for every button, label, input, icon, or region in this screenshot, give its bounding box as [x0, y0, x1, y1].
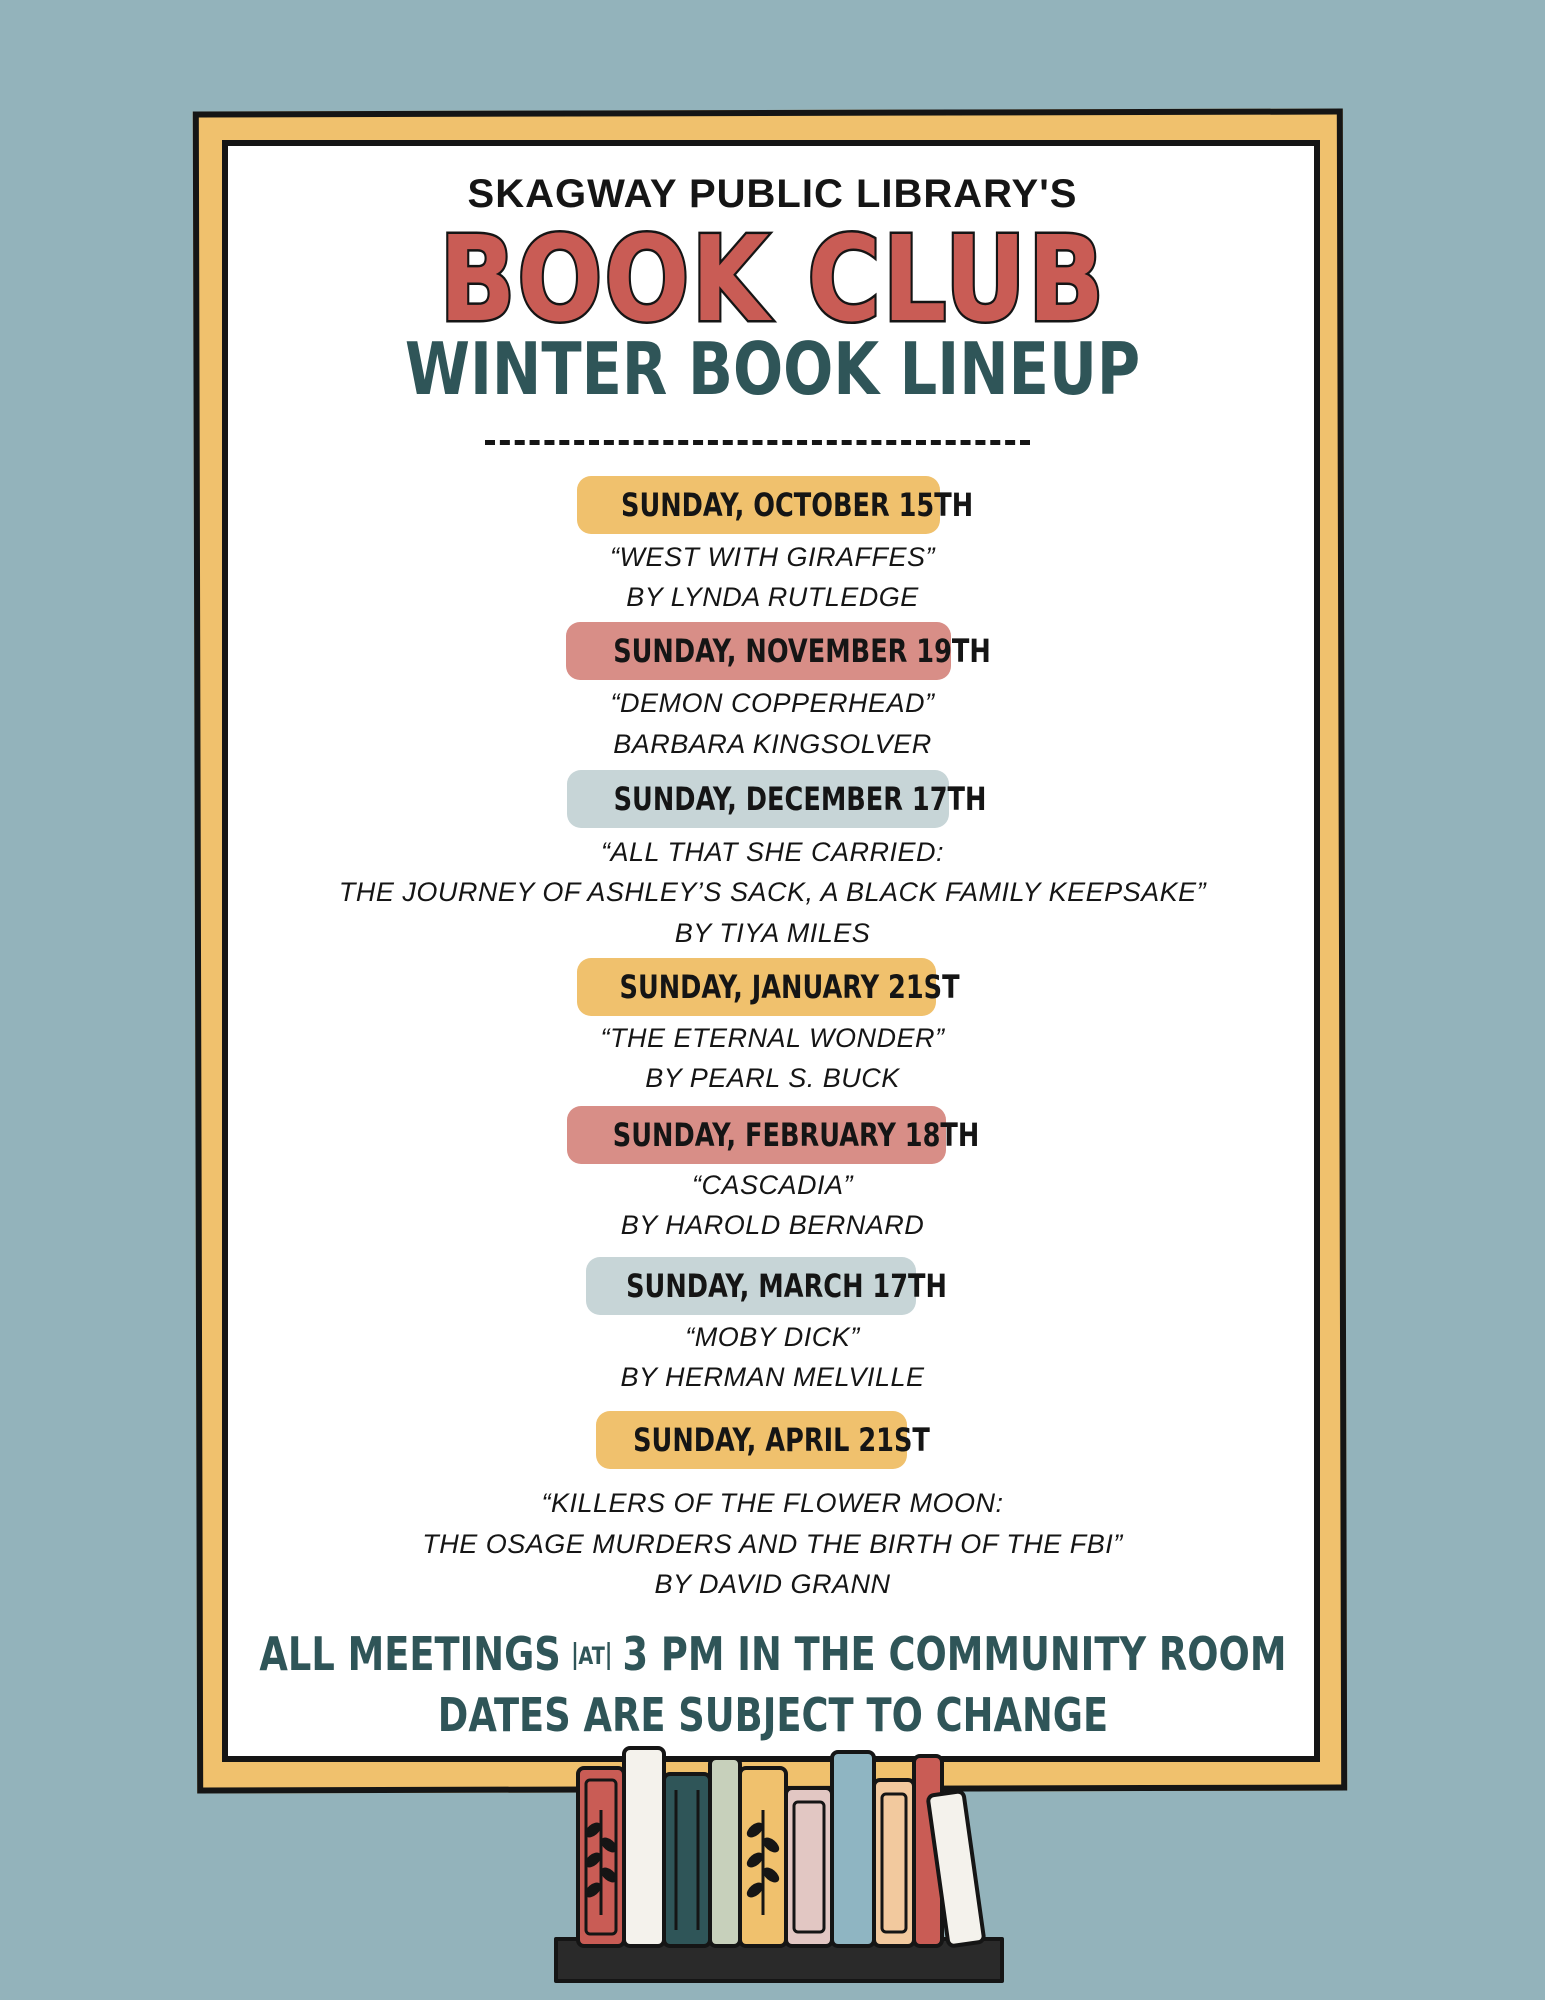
book-spine — [832, 1752, 874, 1946]
event-book-title: “KILLERS OF THE FLOWER MOON: — [541, 1488, 1004, 1518]
event-date-pill: SUNDAY, JANUARY 21ST — [577, 958, 936, 1016]
book-spine — [624, 1748, 664, 1946]
event-book-title: “CASCADIA” — [691, 1170, 853, 1200]
event-book-title: “THE ETERNAL WONDER” — [600, 1023, 945, 1053]
bookshelf-icon — [540, 1740, 1020, 1990]
event-book-title: “WEST WITH GIRAFFES” — [610, 542, 935, 572]
page-subtitle: WINTER BOOK LINEUP — [404, 327, 1141, 411]
event-book-title: “MOBY DICK” — [685, 1322, 860, 1352]
event-date-pill: SUNDAY, APRIL 21ST — [596, 1411, 907, 1469]
event-book-author: BY LYNDA RUTLEDGE — [626, 582, 919, 612]
event-book-author: BY TIYA MILES — [674, 918, 871, 948]
event-book-title: “ALL THAT SHE CARRIED: — [600, 837, 945, 867]
change-notice: DATES ARE SUBJECT TO CHANGE — [437, 1688, 1108, 1742]
book-spine — [664, 1774, 710, 1946]
meeting-info-post: 3 PM IN THE COMMUNITY ROOM — [622, 1627, 1287, 1681]
book-spine — [710, 1758, 740, 1946]
event-date-pill: SUNDAY, DECEMBER 17TH — [567, 770, 949, 828]
event-book-title: “DEMON COPPERHEAD” — [610, 688, 935, 718]
meeting-info — [0, 1627, 1545, 1681]
library-name: SKAGWAY PUBLIC LIBRARY'S — [467, 172, 1078, 216]
event-book-author: BY PEARL S. BUCK — [645, 1063, 900, 1093]
event-date-pill: SUNDAY, OCTOBER 15TH — [577, 476, 940, 534]
event-book-author: BY DAVID GRANN — [654, 1569, 891, 1599]
event-book-author: BY HERMAN MELVILLE — [620, 1362, 925, 1392]
event-book-author: BARBARA KINGSOLVER — [613, 729, 932, 759]
event-date-pill: SUNDAY, FEBRUARY 18TH — [567, 1106, 946, 1164]
event-date-pill: SUNDAY, NOVEMBER 19TH — [566, 622, 951, 680]
event-book-author: BY HAROLD BERNARD — [620, 1210, 925, 1240]
page-title: BOOK CLUB — [439, 210, 1106, 348]
dashed-divider — [485, 440, 1030, 445]
event-date-pill: SUNDAY, MARCH 17TH — [586, 1257, 916, 1315]
event-book-subtitle: THE JOURNEY OF ASHLEY’S SACK, A BLACK FAMILY KEEPSAKE” — [338, 877, 1207, 907]
event-book-subtitle: THE OSAGE MURDERS AND THE BIRTH OF THE FBI” — [422, 1529, 1123, 1559]
meeting-info-at: AT — [573, 1642, 609, 1670]
meeting-info-pre: ALL MEETINGS — [258, 1627, 561, 1681]
book-spine — [874, 1780, 914, 1946]
